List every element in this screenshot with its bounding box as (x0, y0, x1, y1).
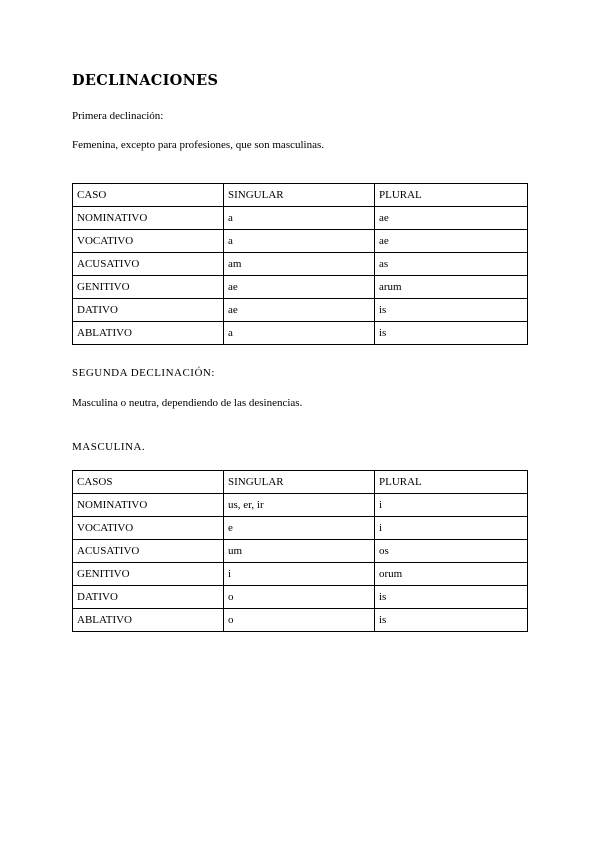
table-row (73, 230, 528, 253)
plural-cell: arum (375, 276, 528, 299)
plural-cell: ae (375, 207, 528, 230)
table-row (73, 563, 528, 586)
plural-cell: i (375, 517, 528, 540)
case-cell: NOMINATIVO (73, 494, 224, 517)
header-cases: CASOS (73, 471, 224, 494)
table-row (73, 517, 528, 540)
case-cell: VOCATIVO (73, 517, 224, 540)
table-row (73, 609, 528, 632)
table-row (73, 207, 528, 230)
plural-cell: i (375, 494, 528, 517)
header-plural: PLURAL (375, 184, 528, 207)
case-cell: DATIVO (73, 586, 224, 609)
singular-cell: a (224, 322, 375, 345)
header-singular: SINGULAR (224, 471, 375, 494)
table-row (73, 253, 528, 276)
first-declension-heading: Primera declinación: (72, 110, 164, 122)
singular-cell: a (224, 207, 375, 230)
singular-cell: o (224, 586, 375, 609)
case-cell: ABLATIVO (73, 322, 224, 345)
header-singular: SINGULAR (224, 184, 375, 207)
plural-cell: is (375, 609, 528, 632)
page-title: DECLINACIONES (72, 72, 219, 89)
plural-cell: ae (375, 230, 528, 253)
case-cell: DATIVO (73, 299, 224, 322)
plural-cell: os (375, 540, 528, 563)
singular-cell: us, er, ir (224, 494, 375, 517)
singular-cell: o (224, 609, 375, 632)
second-declension-table (72, 470, 528, 632)
table-header-row (73, 184, 528, 207)
plural-cell: is (375, 322, 528, 345)
first-declension-description: Femenina, excepto para profesiones, que son masculinas. (72, 139, 325, 151)
singular-cell: a (224, 230, 375, 253)
second-declension-description: Masculina o neutra, dependiendo de las desinencias. (72, 397, 303, 409)
singular-cell: um (224, 540, 375, 563)
header-case: CASO (73, 184, 224, 207)
table-row (73, 276, 528, 299)
singular-cell: i (224, 563, 375, 586)
header-plural: PLURAL (375, 471, 528, 494)
second-declension-heading: SEGUNDA DECLINACIÓN: (72, 367, 215, 379)
case-cell: GENITIVO (73, 276, 224, 299)
case-cell: GENITIVO (73, 563, 224, 586)
table-header-row (73, 471, 528, 494)
singular-cell: e (224, 517, 375, 540)
plural-cell: is (375, 299, 528, 322)
case-cell: ACUSATIVO (73, 253, 224, 276)
masculine-subheading: MASCULINA. (72, 441, 146, 453)
case-cell: ABLATIVO (73, 609, 224, 632)
case-cell: ACUSATIVO (73, 540, 224, 563)
plural-cell: orum (375, 563, 528, 586)
table-row (73, 322, 528, 345)
table-row (73, 586, 528, 609)
table-row (73, 299, 528, 322)
case-cell: VOCATIVO (73, 230, 224, 253)
singular-cell: ae (224, 299, 375, 322)
table-row (73, 540, 528, 563)
plural-cell: is (375, 586, 528, 609)
table-row (73, 494, 528, 517)
plural-cell: as (375, 253, 528, 276)
first-declension-table (72, 183, 528, 345)
case-cell: NOMINATIVO (73, 207, 224, 230)
singular-cell: ae (224, 276, 375, 299)
singular-cell: am (224, 253, 375, 276)
